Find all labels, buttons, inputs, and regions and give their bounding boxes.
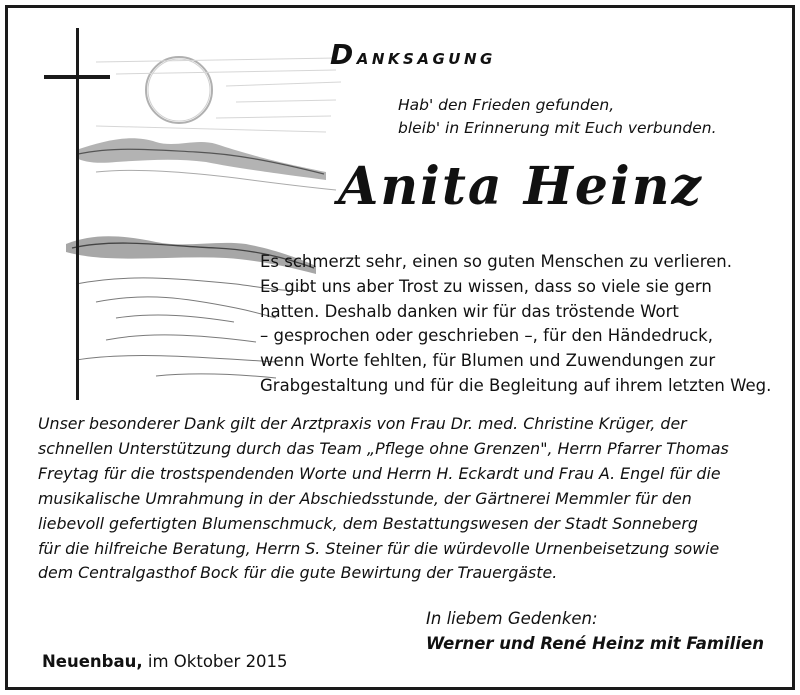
motto-line: Hab' den Frieden gefunden, (398, 96, 615, 114)
closing-lead: In liebem Gedenken: (426, 609, 598, 628)
motto-verse (398, 94, 717, 140)
paragraph-line: Unser besonderer Dank gilt der Arztpraxis von Frau Dr. med. Christine Krüger, der (38, 414, 687, 433)
paragraph-line: Es schmerzt sehr, einen so guten Menschen zu verlieren. (260, 252, 732, 271)
motto-line: bleib' in Erinnerung mit Euch verbunden. (398, 119, 717, 137)
paragraph-line: Freytag für die trostspendenden Worte und Herrn H. Eckardt und Frau A. Engel für die (38, 463, 721, 483)
paragraph-line: Grabgestaltung und für die Begleitung auf ihrem letzten Weg. (260, 375, 772, 395)
paragraph-line: dem Centralgasthof Bock für die gute Bewirtung der Trauergäste. (38, 563, 558, 583)
gratitude-paragraph (260, 250, 771, 399)
place-name: Neuenbau, (42, 652, 143, 671)
sun-sketch (146, 57, 212, 123)
paragraph-line: schnellen Unterstützung durch das Team „Pflege ohne Grenzen", Herrn Pfarrer Thomas (38, 438, 729, 458)
heading-initial: D (330, 38, 357, 71)
place-and-date (42, 652, 288, 671)
mountain-ridge-upper (76, 138, 336, 190)
paragraph-line: – gesprochen oder geschrieben –, für den Händedruck, (260, 326, 713, 346)
paragraph-line: liebevoll gefertigten Blumenschmuck, dem Bestattungswesen der Stadt Sonneberg (38, 513, 698, 533)
date-text: im Oktober 2015 (142, 652, 288, 671)
obituary-notice (5, 5, 795, 690)
paragraph-line: für die hilfreiche Beratung, Herrn S. Steiner für die würdevolle Urnenbeisetzung sowie (38, 538, 720, 558)
paragraph-line: hatten. Deshalb danken wir für das tröstende Wort (260, 301, 679, 321)
sky-hatching (96, 58, 341, 132)
family-signature: Werner und René Heinz mit Familien (426, 634, 764, 653)
memorial-cross (44, 28, 110, 400)
acknowledgements-paragraph (38, 412, 729, 586)
paragraph-line: musikalische Umrahmung in der Abschiedsstunde, der Gärtnerei Memmler für den (38, 488, 692, 508)
deceased-name: Anita Heinz (338, 156, 704, 217)
notice-heading (330, 38, 496, 71)
closing-block (426, 606, 764, 656)
paragraph-line: wenn Worte fehlten, für Blumen und Zuwendungen zur (260, 351, 716, 371)
heading-rest: anksagung (356, 45, 496, 69)
paragraph-line: Es gibt uns aber Trost zu wissen, dass so viele sie gern (260, 276, 712, 296)
